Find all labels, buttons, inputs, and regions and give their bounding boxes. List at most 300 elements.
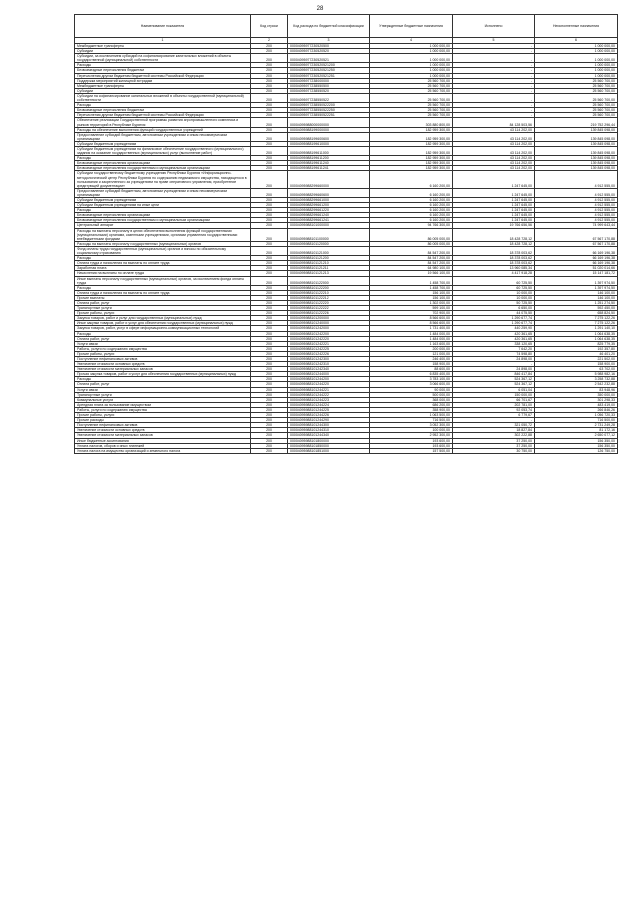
budget-code-cell: 00004095988101244226 (288, 413, 370, 418)
indicator-name-cell: Безвозмездные перечисления государственным и муниципальным организациям (75, 166, 251, 171)
budget-code-cell: 00004095977238550500 (288, 83, 370, 88)
approved-amount-cell: 64 980 100,00 (370, 266, 453, 271)
budget-code-cell: 00004095988101242226 (288, 351, 370, 356)
line-code-cell: 200 (251, 357, 288, 362)
executed-amount-cell: 43 114 202,00 (453, 127, 535, 132)
table-row (75, 93, 618, 102)
approved-amount-cell: 25 560 700,00 (370, 108, 453, 113)
budget-code-cell: 00004095988101242000 (288, 326, 370, 331)
budget-code-cell: 00004095988101851000 (288, 448, 370, 453)
unexecuted-amount-cell: 25 560 700,00 (535, 113, 618, 118)
unexecuted-amount-cell: 7 275 122,26 (535, 321, 618, 326)
unexecuted-amount-cell: 592 450,00 (535, 306, 618, 311)
indicator-name-cell: Перечисления другим бюджетам бюджетной системы Российской Федерации (75, 73, 251, 78)
approved-amount-cell: 358 900,00 (370, 407, 453, 412)
unexecuted-amount-cell: 1 000 000,00 (535, 68, 618, 73)
unexecuted-amount-cell: 192 357,80 (535, 346, 618, 351)
executed-amount-cell: 19 766 656,56 (453, 223, 535, 228)
indicator-name-cell: Закупка товаров, работ, услуг в сфере информационно-коммуникационных технологий (75, 326, 251, 331)
indicator-name-cell: Предоставление субсидий бюджетным, автономным учреждениям и иным некоммерческим организациям (75, 132, 251, 141)
approved-amount-cell: 182 959 300,00 (370, 132, 453, 141)
budget-code-cell: 00004095988101122220 (288, 300, 370, 305)
unexecuted-amount-cell: 81 172,16 (535, 428, 618, 433)
column-number: 3 (288, 38, 370, 44)
approved-amount-cell: 84 547 200,00 (370, 246, 453, 255)
unexecuted-amount-cell: 156 350,00 (535, 443, 618, 448)
approved-amount-cell: 599 100,00 (370, 306, 453, 311)
budget-code-cell: 00004095977230520521251 (288, 73, 370, 78)
budget-code-cell: 00004095988101121211 (288, 266, 370, 271)
budget-code-cell: 00004095988101244220 (288, 382, 370, 387)
table-row (75, 276, 618, 285)
executed-amount-cell: 50 725,50 (453, 300, 535, 305)
approved-amount-cell: 1 000 000,00 (370, 63, 453, 68)
executed-amount-cell: 1 247 645,00 (453, 198, 535, 203)
executed-amount-cell: 420 361,65 (453, 336, 535, 341)
budget-code-cell: 00004095988199611000 (288, 146, 370, 155)
indicator-name-cell: Иные закупки товаров, работ и услуг для обеспечения государственных (муниципальных) нужд (75, 321, 251, 326)
approved-amount-cell: 702 900,00 (370, 311, 453, 316)
approved-amount-cell: 1 163 600,00 (370, 341, 453, 346)
indicator-name-cell: Оплата работ, услуг (75, 300, 251, 305)
executed-amount-cell: 13 960 085,34 (453, 266, 535, 271)
approved-amount-cell: 716 500,00 (370, 418, 453, 423)
approved-amount-cell: 156 100,00 (370, 295, 453, 300)
indicator-name-cell: Безвозмездные перечисления организациям (75, 161, 251, 166)
indicator-name-cell: Услуги связи (75, 387, 251, 392)
unexecuted-amount-cell: 221 502,00 (535, 357, 618, 362)
budget-code-cell: 00004095988299661220 (288, 208, 370, 213)
unexecuted-amount-cell: 83 948,96 (535, 387, 618, 392)
approved-amount-cell: 1 000 000,00 (370, 44, 453, 49)
indicator-name-cell: Оплата труда и начисления на выплаты по оплате труда (75, 261, 251, 266)
budget-code-cell: 00004095988101121213 (288, 271, 370, 276)
budget-code-cell: 00004095988101240000 (288, 321, 370, 326)
line-code-cell: 200 (251, 118, 288, 127)
approved-amount-cell: 1 063 500,00 (370, 413, 453, 418)
indicator-name-cell: Перечисления другим бюджетам бюджетной системы Российской Федерации (75, 113, 251, 118)
executed-amount-cell: 1 247 645,00 (453, 213, 535, 218)
budget-code-cell: 00004095988101122226 (288, 311, 370, 316)
approved-amount-cell: 3 066 600,00 (370, 382, 453, 387)
approved-amount-cell: 303 880 800,00 (370, 118, 453, 127)
executed-amount-cell: - (453, 54, 535, 63)
line-code-cell: 200 (251, 397, 288, 402)
budget-code-cell: 00004095988000000000 (288, 118, 370, 127)
budget-code-cell: 00004095988199611200 (288, 156, 370, 161)
indicator-name-cell: Расходы (75, 156, 251, 161)
executed-amount-cell: 43 114 202,00 (453, 146, 535, 155)
indicator-name-cell: Расходы на обеспечение выполнения функций государственных учреждений (75, 127, 251, 132)
approved-amount-cell: 8 566 600,00 (370, 321, 453, 326)
approved-amount-cell: 182 959 300,00 (370, 156, 453, 161)
unexecuted-amount-cell: 25 560 700,00 (535, 88, 618, 93)
approved-amount-cell: 6 160 200,00 (370, 171, 453, 188)
unexecuted-amount-cell: 139 845 098,00 (535, 141, 618, 146)
indicator-name-cell: Уплата налогов, сборов и иных платежей (75, 443, 251, 448)
executed-amount-cell: 43 114 202,00 (453, 161, 535, 166)
budget-code-cell: 00004095988299661000 (288, 198, 370, 203)
executed-amount-cell: 60 725,50 (453, 285, 535, 290)
executed-amount-cell: - (453, 73, 535, 78)
line-code-cell: 200 (251, 300, 288, 305)
line-code-cell: 200 (251, 203, 288, 208)
executed-amount-cell: 60 725,50 (453, 276, 535, 285)
approved-amount-cell: 193 600,00 (370, 438, 453, 443)
executed-amount-cell: 6 779,67 (453, 413, 535, 418)
indicator-name-cell: Безвозмездные перечисления организациям (75, 213, 251, 218)
approved-amount-cell: 25 560 700,00 (370, 93, 453, 102)
line-code-cell: 200 (251, 171, 288, 188)
budget-code-cell: 00004095988101244340 (288, 433, 370, 438)
line-code-cell: 200 (251, 141, 288, 146)
budget-code-cell: 00004095988299660600 (288, 188, 370, 197)
executed-amount-cell: - (453, 44, 535, 49)
line-code-cell: 200 (251, 407, 288, 412)
indicator-name-cell: Поступление нефинансовых активов (75, 423, 251, 428)
header-line-code: Код строки (251, 15, 288, 38)
line-code-cell: 200 (251, 321, 288, 326)
unexecuted-amount-cell: 1 291 140,10 (535, 326, 618, 331)
budget-code-cell: 00004095988101244221 (288, 387, 370, 392)
executed-amount-cell: 524 367,12 (453, 377, 535, 382)
budget-code-cell: 00004095988101122222 (288, 306, 370, 311)
indicator-name-cell: Субсидии, за исключением субсидий на софинансирование капитальных вложений в объекты государственной (муниципальной) собственности (75, 54, 251, 63)
indicator-name-cell: Безвозмездные перечисления государственным и муниципальным организациям (75, 218, 251, 223)
executed-amount-cell: 7 642,20 (453, 346, 535, 351)
unexecuted-amount-cell: 1 064 638,35 (535, 336, 618, 341)
table-row (75, 132, 618, 141)
budget-code-cell: 00004095988101122210 (288, 290, 370, 295)
executed-amount-cell: 43 114 202,00 (453, 141, 535, 146)
approved-amount-cell: 8 566 600,00 (370, 316, 453, 321)
indicator-name-cell: Расходы на выплаты персоналу в целях обеспечения выполнения функций государственными (муниципальными) органами, казенными учреждениями, органами управления государственными внебюджетными фондами (75, 228, 251, 241)
approved-amount-cell: 100 000,00 (370, 428, 453, 433)
indicator-name-cell: Центральный аппарат (75, 223, 251, 228)
line-code-cell: 200 (251, 213, 288, 218)
unexecuted-amount-cell: 1 397 974,50 (535, 285, 618, 290)
executed-amount-cell: 4 417 918,28 (453, 271, 535, 276)
line-code-cell: 200 (251, 418, 288, 423)
unexecuted-amount-cell: 4 912 555,00 (535, 203, 618, 208)
indicator-name-cell: Заработная плата (75, 266, 251, 271)
unexecuted-amount-cell: 301 298,33 (535, 397, 618, 402)
budget-code-cell: 00004095977230520521 (288, 54, 370, 63)
unexecuted-amount-cell: 126 750,00 (535, 448, 618, 453)
line-code-cell: 200 (251, 341, 288, 346)
executed-amount-cell: - (453, 108, 535, 113)
budget-code-cell: 00004095988101242300 (288, 357, 370, 362)
executed-amount-cell: 37 250,00 (453, 443, 535, 448)
approved-amount-cell: 84 547 200,00 (370, 261, 453, 266)
executed-amount-cell: 338 120,65 (453, 341, 535, 346)
header-unexecuted: Неисполненные назначения (535, 15, 618, 38)
line-code-cell: 200 (251, 146, 288, 155)
unexecuted-amount-cell: 4 912 555,00 (535, 188, 618, 197)
indicator-name-cell: Увеличение стоимости основных средств (75, 428, 251, 433)
approved-amount-cell: 156 100,00 (370, 290, 453, 295)
unexecuted-amount-cell: 3 258 732,88 (535, 377, 618, 382)
line-code-cell: 200 (251, 241, 288, 246)
indicator-name-cell: Закупка товаров, работ и услуг для государственных (муниципальных) нужд (75, 316, 251, 321)
unexecuted-amount-cell: 139 845 098,00 (535, 156, 618, 161)
unexecuted-amount-cell: 66 169 196,38 (535, 246, 618, 255)
approved-amount-cell: 1 000 000,00 (370, 73, 453, 78)
budget-code-cell: 00004095977238550522 (288, 93, 370, 102)
budget-code-cell: 00004095988299661241 (288, 218, 370, 223)
budget-code-cell: 00004095988101122212 (288, 295, 370, 300)
unexecuted-amount-cell: 4 912 555,00 (535, 218, 618, 223)
indicator-name-cell: Оплата труда и начисления на выплаты по оплате труда (75, 290, 251, 295)
unexecuted-amount-cell: 1 056 720,33 (535, 413, 618, 418)
unexecuted-amount-cell: 139 845 098,00 (535, 127, 618, 132)
executed-amount-cell: 24 898,00 (453, 357, 535, 362)
line-code-cell: 200 (251, 93, 288, 102)
approved-amount-cell: 368 000,00 (370, 397, 453, 402)
approved-amount-cell: 1 731 400,00 (370, 326, 453, 331)
unexecuted-amount-cell: 1 000 000,00 (535, 73, 618, 78)
approved-amount-cell: 19 566 100,00 (370, 271, 453, 276)
budget-code-cell: 00004095977238550522200 (288, 103, 370, 108)
executed-amount-cell: 10 000,00 (453, 295, 535, 300)
approved-amount-cell: 2 952 300,00 (370, 433, 453, 438)
line-code-cell: 200 (251, 132, 288, 141)
line-code-cell: 200 (251, 306, 288, 311)
unexecuted-amount-cell: 1 000 000,00 (535, 44, 618, 49)
indicator-name-cell: Начисления на выплаты по оплате труда (75, 271, 251, 276)
line-code-cell: 200 (251, 377, 288, 382)
indicator-name-cell: Расходы (75, 256, 251, 261)
budget-code-cell: 00004095988101244000 (288, 372, 370, 377)
line-code-cell: 200 (251, 295, 288, 300)
indicator-name-cell: Работы, услуги по содержанию имущества (75, 346, 251, 351)
approved-amount-cell: 86 005 000,00 (370, 228, 453, 241)
line-code-cell: 200 (251, 351, 288, 356)
executed-amount-cell: 1 247 645,00 (453, 208, 535, 213)
unexecuted-amount-cell: 67 567 170,88 (535, 228, 618, 241)
line-code-cell: 200 (251, 402, 288, 407)
line-code-cell: 200 (251, 336, 288, 341)
budget-code-cell: 00004095988199610000 (288, 141, 370, 146)
unexecuted-amount-cell: 483 419,00 (535, 402, 618, 407)
line-code-cell: 200 (251, 166, 288, 171)
approved-amount-cell: 182 959 300,00 (370, 127, 453, 132)
budget-code-cell: 00004095988199600600 (288, 132, 370, 141)
line-code-cell: 200 (251, 228, 288, 241)
indicator-name-cell: Субсидии (75, 49, 251, 54)
header-budget-classification-code: Код расхода по бюджетной классификации (288, 15, 370, 38)
page-number: 28 (316, 6, 324, 12)
unexecuted-amount-cell: 139 845 098,00 (535, 161, 618, 166)
line-code-cell: 200 (251, 44, 288, 49)
line-code-cell: 200 (251, 223, 288, 228)
line-code-cell: 200 (251, 261, 288, 266)
executed-amount-cell: 43 114 202,00 (453, 132, 535, 141)
line-code-cell: 200 (251, 188, 288, 197)
budget-code-cell: 00004095988299661240 (288, 213, 370, 218)
budget-code-cell: 00004095988299660000 (288, 171, 370, 188)
indicator-name-cell: Увеличение стоимости материальных запасов (75, 433, 251, 438)
unexecuted-amount-cell: 1 000 000,00 (535, 63, 618, 68)
budget-code-cell: 00004095988101100000 (288, 228, 370, 241)
budget-code-cell: 00004095988101242310 (288, 362, 370, 367)
line-code-cell: 200 (251, 103, 288, 108)
indicator-name-cell: Субсидии бюджетным учреждениям на иные цели (75, 203, 251, 208)
line-code-cell: 200 (251, 367, 288, 372)
executed-amount-cell: 24 898,00 (453, 367, 535, 372)
budget-code-cell: 00004095977230520500 (288, 44, 370, 49)
approved-amount-cell: 90 000,00 (370, 387, 453, 392)
indicator-name-cell: Оплата работ, услуг (75, 382, 251, 387)
line-code-cell: 200 (251, 448, 288, 453)
indicator-name-cell: Расходы (75, 208, 251, 213)
indicator-name-cell: Предоставление субсидий бюджетным, автономным учреждениям и иным некоммерческим организациям (75, 188, 251, 197)
table-row (75, 448, 618, 453)
unexecuted-amount-cell: 1 000 000,00 (535, 49, 618, 54)
table-row (75, 118, 618, 127)
approved-amount-cell: 6 160 200,00 (370, 203, 453, 208)
approved-amount-cell: 193 600,00 (370, 443, 453, 448)
line-code-cell: 200 (251, 68, 288, 73)
approved-amount-cell: 1 000 000,00 (370, 68, 453, 73)
unexecuted-amount-cell: 146 100,00 (535, 290, 618, 295)
line-code-cell: 200 (251, 88, 288, 93)
approved-amount-cell: 246 400,00 (370, 357, 453, 362)
column-number: 1 (75, 38, 251, 44)
line-code-cell: 200 (251, 331, 288, 336)
table-row (75, 54, 618, 63)
indicator-name-cell: Межбюджетные трансферты (75, 83, 251, 88)
executed-amount-cell: - (453, 78, 535, 83)
approved-amount-cell: 1 458 700,00 (370, 276, 453, 285)
budget-execution-table (74, 14, 618, 454)
executed-amount-cell: 1 247 645,00 (453, 171, 535, 188)
budget-code-cell: 00004095977230520521250 (288, 68, 370, 73)
unexecuted-amount-cell: 158 900,00 (535, 362, 618, 367)
indicator-name-cell: Расходы (75, 331, 251, 336)
budget-code-cell: 00004095977238550520 (288, 88, 370, 93)
executed-amount-cell: 74 598,80 (453, 351, 535, 356)
budget-code-cell: 00004095977238550522250 (288, 108, 370, 113)
approved-amount-cell: 500 000,00 (370, 392, 453, 397)
approved-amount-cell: 84 547 200,00 (370, 256, 453, 261)
unexecuted-amount-cell: 4 912 555,00 (535, 208, 618, 213)
unexecuted-amount-cell: 1 397 974,50 (535, 276, 618, 285)
line-code-cell: 200 (251, 83, 288, 88)
indicator-name-cell: Арендная плата за пользование имуществом (75, 402, 251, 407)
budget-code-cell: 00004095988101122000 (288, 276, 370, 285)
executed-amount-cell: - (453, 418, 535, 423)
executed-amount-cell: 10 000,00 (453, 290, 535, 295)
line-code-cell: 200 (251, 316, 288, 321)
indicator-name-cell: Субсидии (75, 88, 251, 93)
unexecuted-amount-cell: 1 251 274,50 (535, 300, 618, 305)
unexecuted-amount-cell: 4 912 555,00 (535, 198, 618, 203)
budget-code-cell: 00004095988101800000 (288, 438, 370, 443)
budget-code-cell: 00004095988199611241 (288, 166, 370, 171)
budget-code-cell: 00004095988101244224 (288, 402, 370, 407)
unexecuted-amount-cell: 4 912 555,00 (535, 171, 618, 188)
budget-code-cell: 00004095988101242221 (288, 341, 370, 346)
table-row (75, 146, 618, 155)
approved-amount-cell: 1 000 000,00 (370, 54, 453, 63)
unexecuted-amount-cell: 25 560 700,00 (535, 93, 618, 102)
approved-amount-cell: 157 500,00 (370, 448, 453, 453)
unexecuted-amount-cell: 1 064 638,35 (535, 331, 618, 336)
line-code-cell: 200 (251, 346, 288, 351)
approved-amount-cell: 3 783 100,00 (370, 377, 453, 382)
indicator-name-cell: Расходы (75, 103, 251, 108)
unexecuted-amount-cell: 74 999 643,44 (535, 223, 618, 228)
approved-amount-cell: 25 560 700,00 (370, 88, 453, 93)
indicator-name-cell: Субсидии бюджетным учреждениям на финансовое обеспечение государственного (муниципального) задания на оказание государственных (муниципальных) услуг (выполнение работ) (75, 146, 251, 155)
unexecuted-amount-cell: 716 500,00 (535, 418, 618, 423)
approved-amount-cell: 182 959 300,00 (370, 146, 453, 155)
budget-code-cell: 00004095988101242200 (288, 331, 370, 336)
budget-code-cell: 00004095988101850000 (288, 443, 370, 448)
unexecuted-amount-cell: 5 988 982,16 (535, 372, 618, 377)
line-code-cell: 200 (251, 156, 288, 161)
indicator-name-cell: Безвозмездные перечисления бюджетам (75, 108, 251, 113)
line-code-cell: 200 (251, 63, 288, 68)
line-code-cell: 200 (251, 382, 288, 387)
executed-amount-cell: 524 367,12 (453, 382, 535, 387)
executed-amount-cell: 202 781,00 (453, 402, 535, 407)
approved-amount-cell: 1 458 700,00 (370, 285, 453, 290)
executed-amount-cell: 1 290 677,74 (453, 321, 535, 326)
budget-code-cell: 00004095988101244223 (288, 397, 370, 402)
budget-code-cell: 00004095988101244300 (288, 423, 370, 428)
unexecuted-amount-cell: 2 542 232,88 (535, 382, 618, 387)
budget-code-cell: 00004095988101120000 (288, 241, 370, 246)
unexecuted-amount-cell: 156 350,00 (535, 438, 618, 443)
executed-amount-cell: 440 259,90 (453, 326, 535, 331)
unexecuted-amount-cell: 25 560 700,00 (535, 78, 618, 83)
indicator-name-cell: Безвозмездные перечисления бюджетам (75, 68, 251, 73)
budget-code-cell: 00004095977230520521200 (288, 63, 370, 68)
indicator-name-cell: Расходы (75, 63, 251, 68)
executed-amount-cell: 18 378 003,62 (453, 261, 535, 266)
indicator-name-cell: Прочие работы, услуги (75, 311, 251, 316)
unexecuted-amount-cell: 2 731 249,28 (535, 423, 618, 428)
indicator-name-cell: Субсидии бюджетным учреждениям (75, 198, 251, 203)
approved-amount-cell: 200 000,00 (370, 346, 453, 351)
executed-amount-cell: 846 417,84 (453, 372, 535, 377)
unexecuted-amount-cell: 67 567 170,88 (535, 241, 618, 246)
budget-code-cell: 00004095988101242220 (288, 336, 370, 341)
executed-amount-cell: - (453, 63, 535, 68)
approved-amount-cell: 25 560 700,00 (370, 83, 453, 88)
line-code-cell: 200 (251, 392, 288, 397)
unexecuted-amount-cell: 825 779,35 (535, 341, 618, 346)
line-code-cell: 200 (251, 311, 288, 316)
executed-amount-cell: 37 250,00 (453, 438, 535, 443)
line-code-cell: 200 (251, 423, 288, 428)
executed-amount-cell: 30 750,00 (453, 448, 535, 453)
budget-code-cell: 00004095988101244310 (288, 428, 370, 433)
executed-amount-cell: 18 827,84 (453, 428, 535, 433)
line-code-cell: 200 (251, 290, 288, 295)
line-code-cell: 200 (251, 198, 288, 203)
unexecuted-amount-cell: 350 000,00 (535, 392, 618, 397)
indicator-name-cell: Уплата налога на имущество организаций и земельного налога (75, 448, 251, 453)
approved-amount-cell: 686 200,00 (370, 402, 453, 407)
approved-amount-cell: 121 000,00 (370, 351, 453, 356)
budget-code-cell: 00004095988101121200 (288, 256, 370, 261)
indicator-name-cell: Транспортные услуги (75, 392, 251, 397)
executed-amount-cell: 150 000,00 (453, 392, 535, 397)
budget-code-cell: 00004095988101242340 (288, 367, 370, 372)
